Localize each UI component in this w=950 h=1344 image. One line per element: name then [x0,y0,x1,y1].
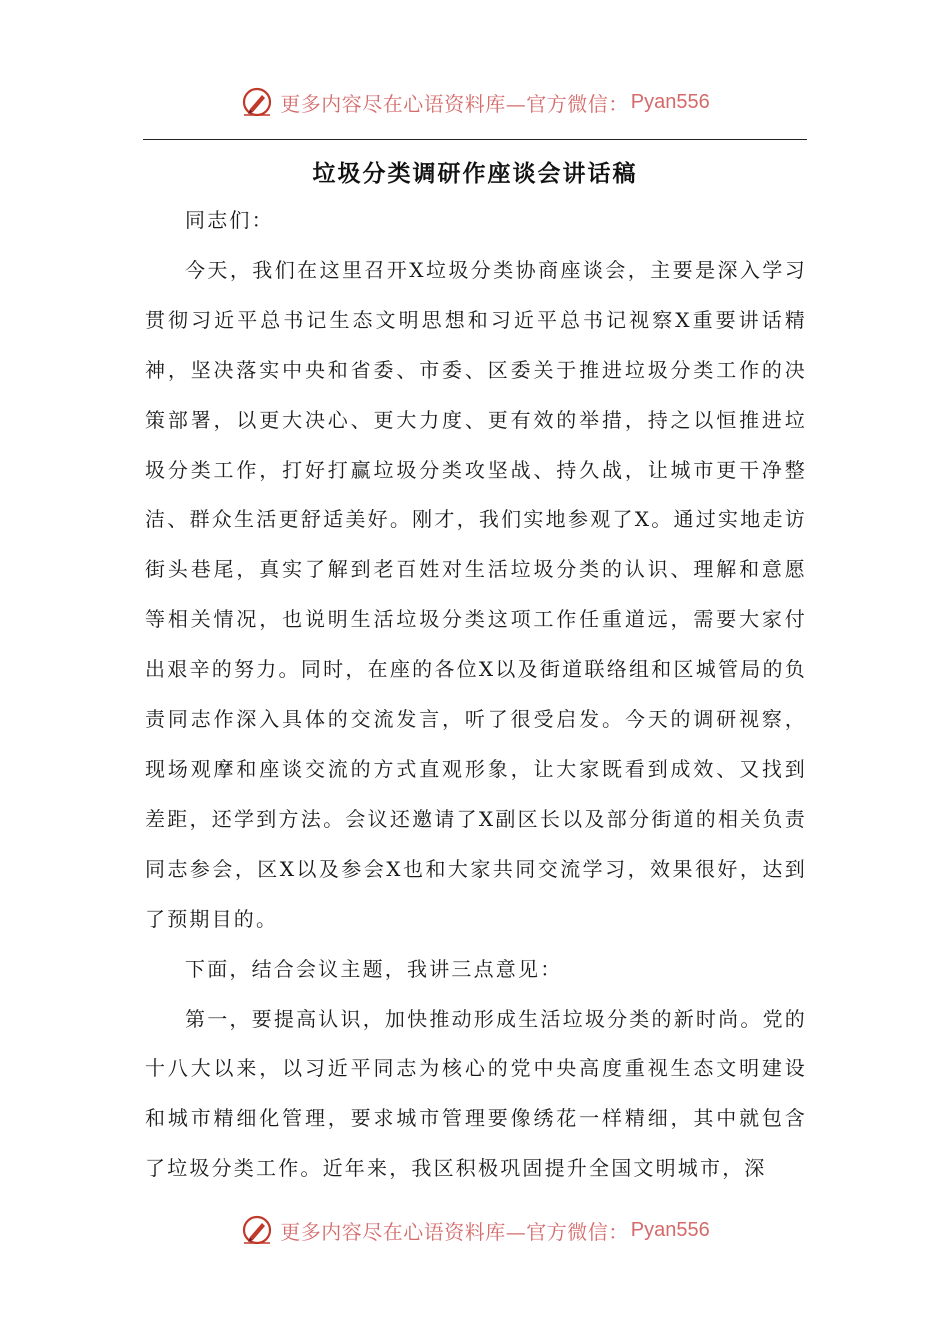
header-banner [0,82,950,122]
document-body [145,196,807,1194]
fountain-pen-circle-icon [240,85,274,119]
paragraph-1: 今天，我们在这里召开X垃圾分类协商座谈会，主要是深入学习贯彻习近平总书记生态文明思想和习近平总书记视察X重要讲话精神，坚决落实中央和省委、市委、区委关于推进垃圾分类工作的决策部署，以更大决心、更大力度、更有效的举措，持之以恒推进垃圾分类工作，打好打赢垃圾分类攻坚战、持久战，让城市更干净整洁、群众生活更舒适美好。刚才，我们实地参观了X。通过实地走访街头巷尾，真实了解到老百姓对生活垃圾分类的认识、理解和意愿等相关情况，也说明生活垃圾分类这项工作任重道远，需要大家付出艰辛的努力。同时，在座的各位X以及街道联络组和区城管局的负责同志作深入具体的交流发言，听了很受启发。今天的调研视察，现场观摩和座谈交流的方式直观形象，让大家既看到成效、又找到差距，还学到方法。会议还邀请了X副区长以及部分街道的相关负责同志参会，区X以及参会X也和大家共同交流学习，效果很好，达到了预期目的。 [145,257,807,931]
footer-banner [0,1210,950,1250]
paragraph-3: 第一，要提高认识，加快推动形成生活垃圾分类的新时尚。党的十八大以来，以习近平同志为核心的党中央高度重视生态文明建设和城市精细化管理，要求城市管理要像绣花一样精细，其中就包含了垃圾分类工作。近年来，我区积极巩固提升全国文明城市，深 [145,1006,807,1181]
header-banner-text: 更多内容尽在心语资料库—官方微信： [280,91,629,116]
footer-wechat-id: Pyan556 [630,1218,710,1241]
fountain-pen-circle-icon [240,1213,274,1247]
salutation: 同志们： [185,208,274,232]
footer-banner-text: 更多内容尽在心语资料库—官方微信： [280,1219,629,1244]
header-wechat-id: Pyan556 [630,90,710,113]
document-title: 垃圾分类调研作座谈会讲话稿 [312,160,638,187]
paragraph-2: 下面，结合会议主题，我讲三点意见： [185,956,563,981]
header-divider [143,139,807,140]
